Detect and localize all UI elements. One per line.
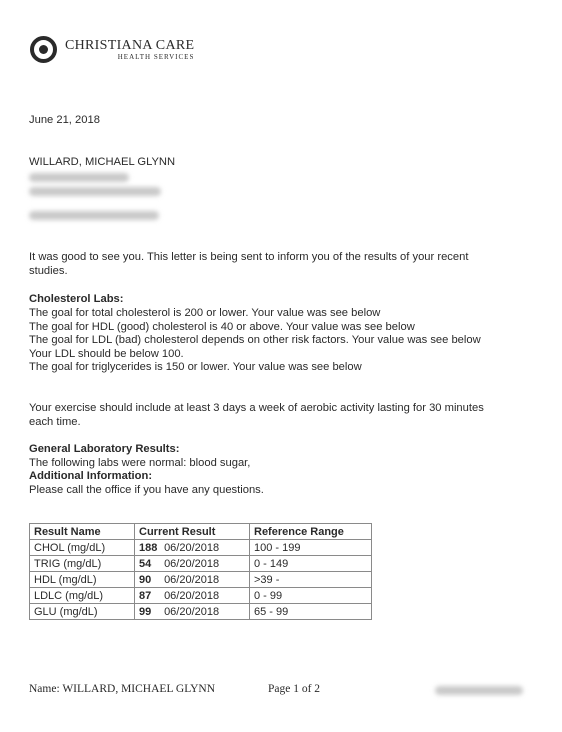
footer-page-number: Page 1 of 2 [268,683,321,695]
column-header-reference-range: Reference Range [250,524,372,540]
lab-results-table [29,523,372,620]
current-result [135,604,250,620]
result-name: GLU (mg/dL) [30,604,135,620]
redacted-date-of-birth [29,211,159,220]
additional-info-text: Please call the office if you have any questions. [29,484,264,496]
exercise-line-1: Your exercise should include at least 3 days a week of aerobic activity lasting for 30 minutes [29,402,484,414]
reference-range: 65 - 99 [250,604,372,620]
cholesterol-heading: Cholesterol Labs: [29,293,124,305]
result-date: 06/20/2018 [164,589,220,602]
redacted-address-line-2 [29,187,161,196]
table-row [30,556,372,572]
logo-name: CHRISTIANA CARE [65,37,195,53]
cholesterol-line: The goal for total cholesterol is 200 or lower. Your value was see below [29,307,381,319]
general-lab-text: The following labs were normal: blood sugar, [29,457,251,469]
table-row [30,604,372,620]
cholesterol-line: Your LDL should be below 100. [29,348,184,360]
result-value: 90 [139,573,152,586]
exercise-line-2: each time. [29,416,81,428]
result-value: 87 [139,589,152,602]
cholesterol-line: The goal for triglycerides is 150 or lower. Your value was see below [29,361,362,373]
table-header-row [30,524,372,540]
reference-range: 0 - 149 [250,556,372,572]
result-value: 54 [139,557,152,570]
current-result [135,556,250,572]
cholesterol-line: The goal for HDL (good) cholesterol is 40 or above. Your value was see below [29,321,415,333]
logo-subtitle: HEALTH SERVICES [117,52,195,61]
table-row [30,572,372,588]
column-header-result-name: Result Name [30,524,135,540]
reference-range: >39 - [250,572,372,588]
result-date: 06/20/2018 [164,605,220,618]
redacted-footer-id [435,686,523,695]
intro-line-1: It was good to see you. This letter is being sent to inform you of the results of your recent [29,251,469,263]
intro-line-2: studies. [29,265,68,277]
result-date: 06/20/2018 [164,557,220,570]
patient-name: WILLARD, MICHAEL GLYNN [29,156,176,168]
column-header-current-result: Current Result [135,524,250,540]
result-name: LDLC (mg/dL) [30,588,135,604]
logo-circle-icon [30,36,57,63]
general-lab-heading: General Laboratory Results: [29,443,180,455]
result-value: 188 [139,541,158,554]
cholesterol-line: The goal for LDL (bad) cholesterol depends on other risk factors. Your value was see below [29,334,481,346]
current-result [135,588,250,604]
result-date: 06/20/2018 [164,541,220,554]
table-row [30,540,372,556]
result-name: CHOL (mg/dL) [30,540,135,556]
result-name: TRIG (mg/dL) [30,556,135,572]
reference-range: 0 - 99 [250,588,372,604]
redacted-address-line-1 [29,173,129,182]
logo-wordmark [65,39,194,61]
result-date: 06/20/2018 [164,573,220,586]
current-result [135,540,250,556]
reference-range: 100 - 199 [250,540,372,556]
additional-info-heading: Additional Information: [29,470,153,482]
current-result [135,572,250,588]
christiana-care-logo [30,36,194,63]
table-row [30,588,372,604]
result-name: HDL (mg/dL) [30,572,135,588]
result-value: 99 [139,605,152,618]
footer-patient-name: Name: WILLARD, MICHAEL GLYNN [29,683,216,695]
letter-date: June 21, 2018 [29,114,100,126]
